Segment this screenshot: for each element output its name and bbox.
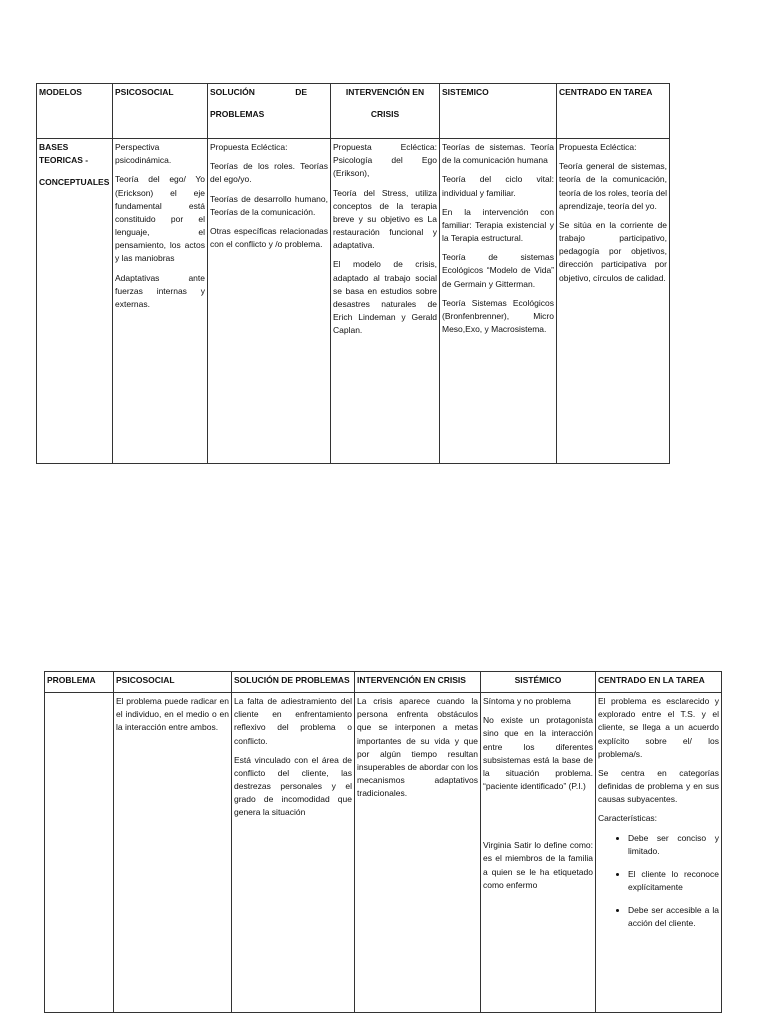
- problem-definition-table: [44, 671, 722, 1013]
- row-label-bases: [37, 139, 113, 464]
- text-block: En la intervención con familiar: Terapia existencial y la Terapia estructural.: [442, 206, 554, 244]
- row-label-line2: CONCEPTUALES: [39, 177, 110, 188]
- header-intervencion-line2: CRISIS: [370, 109, 400, 120]
- text-block: Teoría del ego/ Yo (Erickson) el eje fundamental está constituido por el lenguaje, el pensamiento, los actos y las maniobras: [115, 174, 205, 264]
- text-block: Teorías de sistemas. Teoría de la comunicación humana: [442, 142, 554, 166]
- cell-sistemico: [440, 139, 557, 464]
- text-block: Teorías de los roles. Teorías del ego/yo.: [210, 161, 328, 185]
- cell-intervencion: [355, 693, 481, 1013]
- header-psicosocial: PSICOSOCIAL: [114, 672, 232, 693]
- header-solucion-line1: SOLUCIÓN DE: [210, 87, 308, 97]
- text-block: Características:: [598, 813, 658, 824]
- row-label-line1: BASES TEORICAS -: [39, 142, 89, 166]
- models-theory-table: [36, 83, 670, 464]
- text-block: Virginia Satir lo define como: es el miembros de la familia a quien se le ha etiquetado como enfermo: [483, 840, 593, 890]
- cell-tarea: [557, 139, 670, 464]
- cell-sistemico: [481, 693, 596, 1013]
- text-block: Está vinculado con el área de conflicto del cliente, las destrezas personales y el grado de incomodidad que genera la situación: [234, 754, 352, 818]
- text-block: Adaptativas ante fuerzas internas y externas.: [115, 272, 205, 309]
- header-intervencion-line1: INTERVENCIÓN EN: [345, 87, 425, 97]
- header-solucion: SOLUCIÓN DE PROBLEMAS: [232, 672, 355, 693]
- cell-solucion: [232, 693, 355, 1013]
- header-problema: PROBLEMA: [45, 672, 114, 693]
- text-block: No existe un protagonista sino que en la interacción entre los diferentes subsistemas está la base de la situación problema. “paciente identificado” (P.I.): [483, 715, 593, 792]
- cell-solucion: [208, 139, 331, 464]
- text-block: Se centra en categorías definidas de problema y en sus causas subyacentes.: [598, 767, 719, 805]
- header-tarea: CENTRADO EN LA TAREA: [596, 672, 722, 693]
- header-solucion: [208, 84, 331, 139]
- text-block: Teorías de desarrollo humano, Teorías de la comunicación.: [210, 193, 328, 217]
- text-block: Teoría del ciclo vital: individual y familiar.: [442, 174, 554, 198]
- header-sistemico: SISTEMICO: [440, 84, 557, 139]
- characteristics-list: [598, 832, 719, 931]
- text-block: La crisis aparece cuando la persona enfrenta obstáculos que se interponen a metas importantes de su vida y que por algún tiempo resultan insuperables de abordar con los mecanismos adaptativos tradicionales.: [357, 696, 478, 799]
- text-block: Perspectiva psicodinámica.: [115, 142, 172, 166]
- text-block: Teoría general de sistemas, teoría de la comunicación, teoría de los roles, teoría del aprendizaje, teoría del yo.: [559, 161, 667, 211]
- cell-intervencion: [331, 139, 440, 464]
- text-block: El problema es esclarecido y explorado entre el T.S. y el cliente, se llega a un acuerdo explícito sobre el/ los problema/s.: [598, 696, 719, 759]
- header-modelos: MODELOS: [37, 84, 113, 139]
- text-block: Otras específicas relacionadas con el conflicto y /o problema.: [210, 225, 328, 250]
- text-block: La falta de adiestramiento del cliente en enfrentamiento reflexivo del problema o conflicto.: [234, 696, 352, 746]
- header-solucion-line2: PROBLEMAS: [210, 109, 265, 120]
- cell-tarea: [596, 693, 722, 1013]
- list-item: • Debe ser conciso y limitado.: [628, 832, 719, 858]
- header-psicosocial: PSICOSOCIAL: [113, 84, 208, 139]
- text-block: Síntoma y no problema: [483, 696, 571, 706]
- header-tarea: CENTRADO EN TAREA: [557, 84, 670, 139]
- cell-problema: [45, 693, 114, 1013]
- text-block: El problema puede radicar en el individuo, en el medio o en la interacción entre ambos.: [116, 696, 229, 733]
- text-block: El modelo de crisis, adaptado al trabajo social se basa en estudios sobre desastres naturales de Erich Lindeman y Gerald Caplan.: [333, 259, 437, 336]
- text-block: Propuesta Ecléctica:: [210, 142, 288, 152]
- text-block: Teoría de sistemas Ecológicos “Modelo de Vida” de Germain y Gitterman.: [442, 252, 554, 289]
- text-block: Se sitúa en la corriente de trabajo participativo, pedagogía por objetivos, dirección participativa por objetivo, círculos de calidad.: [559, 219, 667, 283]
- text-block: Teoría Sistemas Ecológicos (Bronfenbrenner), Micro Meso,Exo, y Macrosistema.: [442, 297, 554, 335]
- header-intervencion: [331, 84, 440, 139]
- cell-psicosocial: [113, 139, 208, 464]
- cell-psicosocial: [114, 693, 232, 1013]
- text-block: Propuesta Ecléctica: Psicología del Ego (Erikson),: [333, 142, 437, 179]
- header-sistemico: SISTÉMICO: [481, 672, 596, 693]
- list-item: • Debe ser accesible a la acción del cliente.: [628, 904, 719, 930]
- text-block: Teoría del Stress, utiliza conceptos de la terapia breve y su objetivo es La restauración funcional y adaptativa.: [333, 187, 437, 251]
- text-block: Propuesta Ecléctica:: [559, 142, 637, 152]
- header-intervencion: INTERVENCIÓN EN CRISIS: [355, 672, 481, 693]
- list-item: • El cliente lo reconoce explícitamente: [628, 868, 719, 894]
